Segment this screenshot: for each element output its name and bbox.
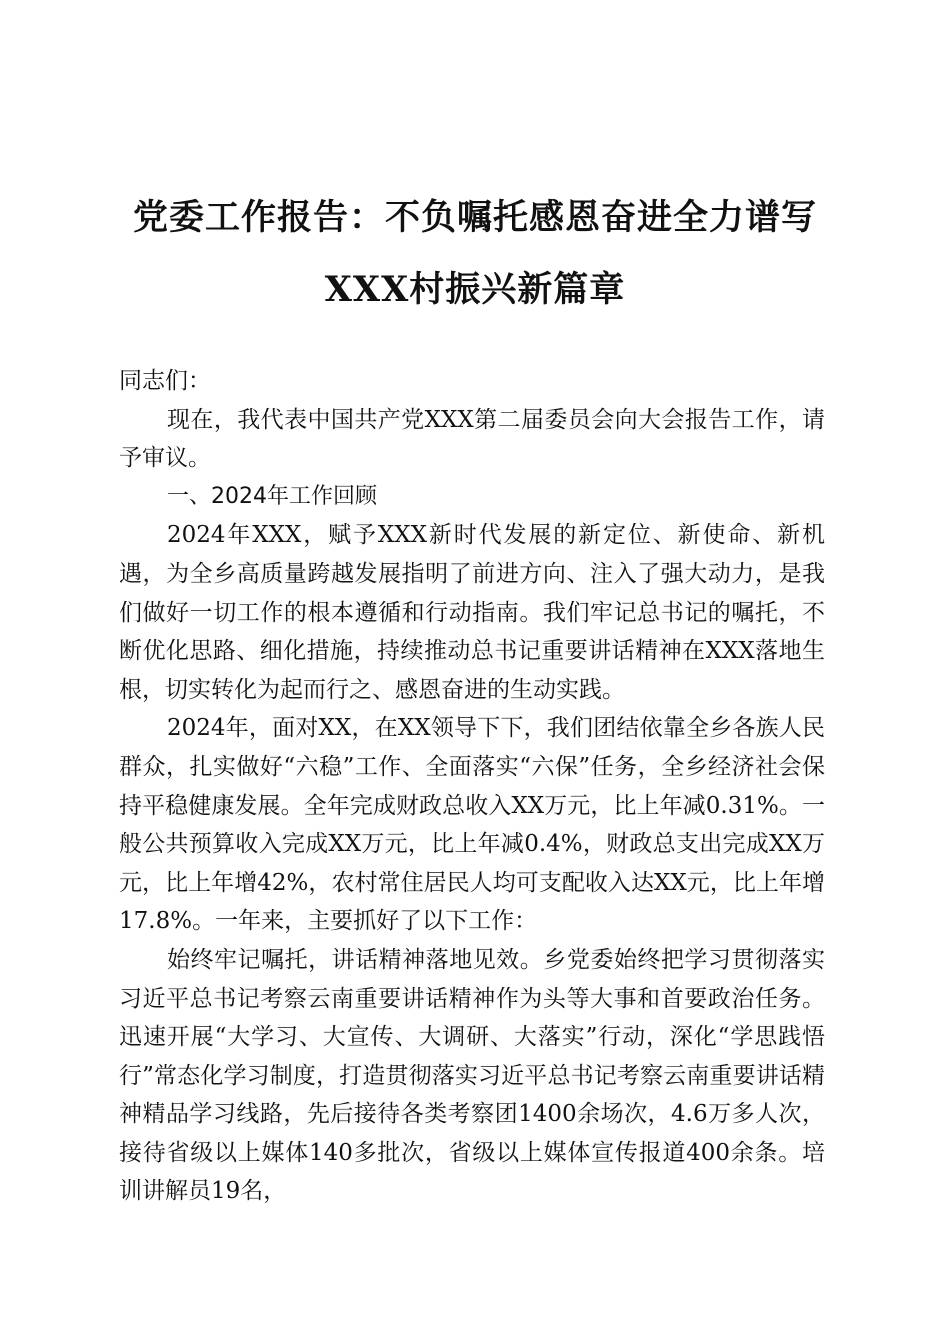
document-body [119,362,825,1211]
opening-paragraph: 现在，我代表中国共产党XXX第二届委员会向大会报告工作，请予审议。 [119,406,825,472]
section-heading: 一、2024年工作回顾 [167,483,377,509]
paragraph-economy: 2024年，面对XX，在XX领导下下，我们团结依靠全乡各族人民群众，扎实做好“六稳”工作、全面落实“六保”任务，全乡经济社会保持平稳健康发展。全年完成财政总收入XX万元，比上年减0.31%。一般公共预算收入完成XX万元，比上年减0.4%，财政总支出完成XX万元，比上年增42%，农村常住居民人均可支配收入达XX元，比上年增17.8%。一年来，主要抓好了以下工作： [119,715,825,935]
paragraph-guidance: 2024年XXX，赋予XXX新时代发展的新定位、新使命、新机遇，为全乡高质量跨越发展指明了前进方向、注入了强大动力，是我们做好一切工作的根本遵循和行动指南。我们牢记总书记的嘱托，不断优化思路、细化措施，持续推动总书记重要讲话精神在XXX落地生根，切实转化为起而行之、感恩奋进的生动实践。 [119,522,825,703]
paragraph-implementation: 始终牢记嘱托，讲话精神落地见效。乡党委始终把学习贯彻落实习近平总书记考察云南重要讲话精神作为头等大事和首要政治任务。迅速开展“大学习、大宣传、大调研、大落实”行动，深化“学思践悟行”常态化学习制度，打造贯彻落实习近平总书记考察云南重要讲话精神精品学习线路，先后接待各类考察团1400余场次，4.6万多人次，接待省级以上媒体140多批次，省级以上媒体宣传报道400余条。培训讲解员19名， [119,946,825,1205]
salutation: 同志们： [119,368,211,394]
document-title-line-1: 党委工作报告：不负嘱托感恩奋进全力谱写 [132,197,817,238]
document-title-line-2: XXX村振兴新篇章 [324,269,626,310]
